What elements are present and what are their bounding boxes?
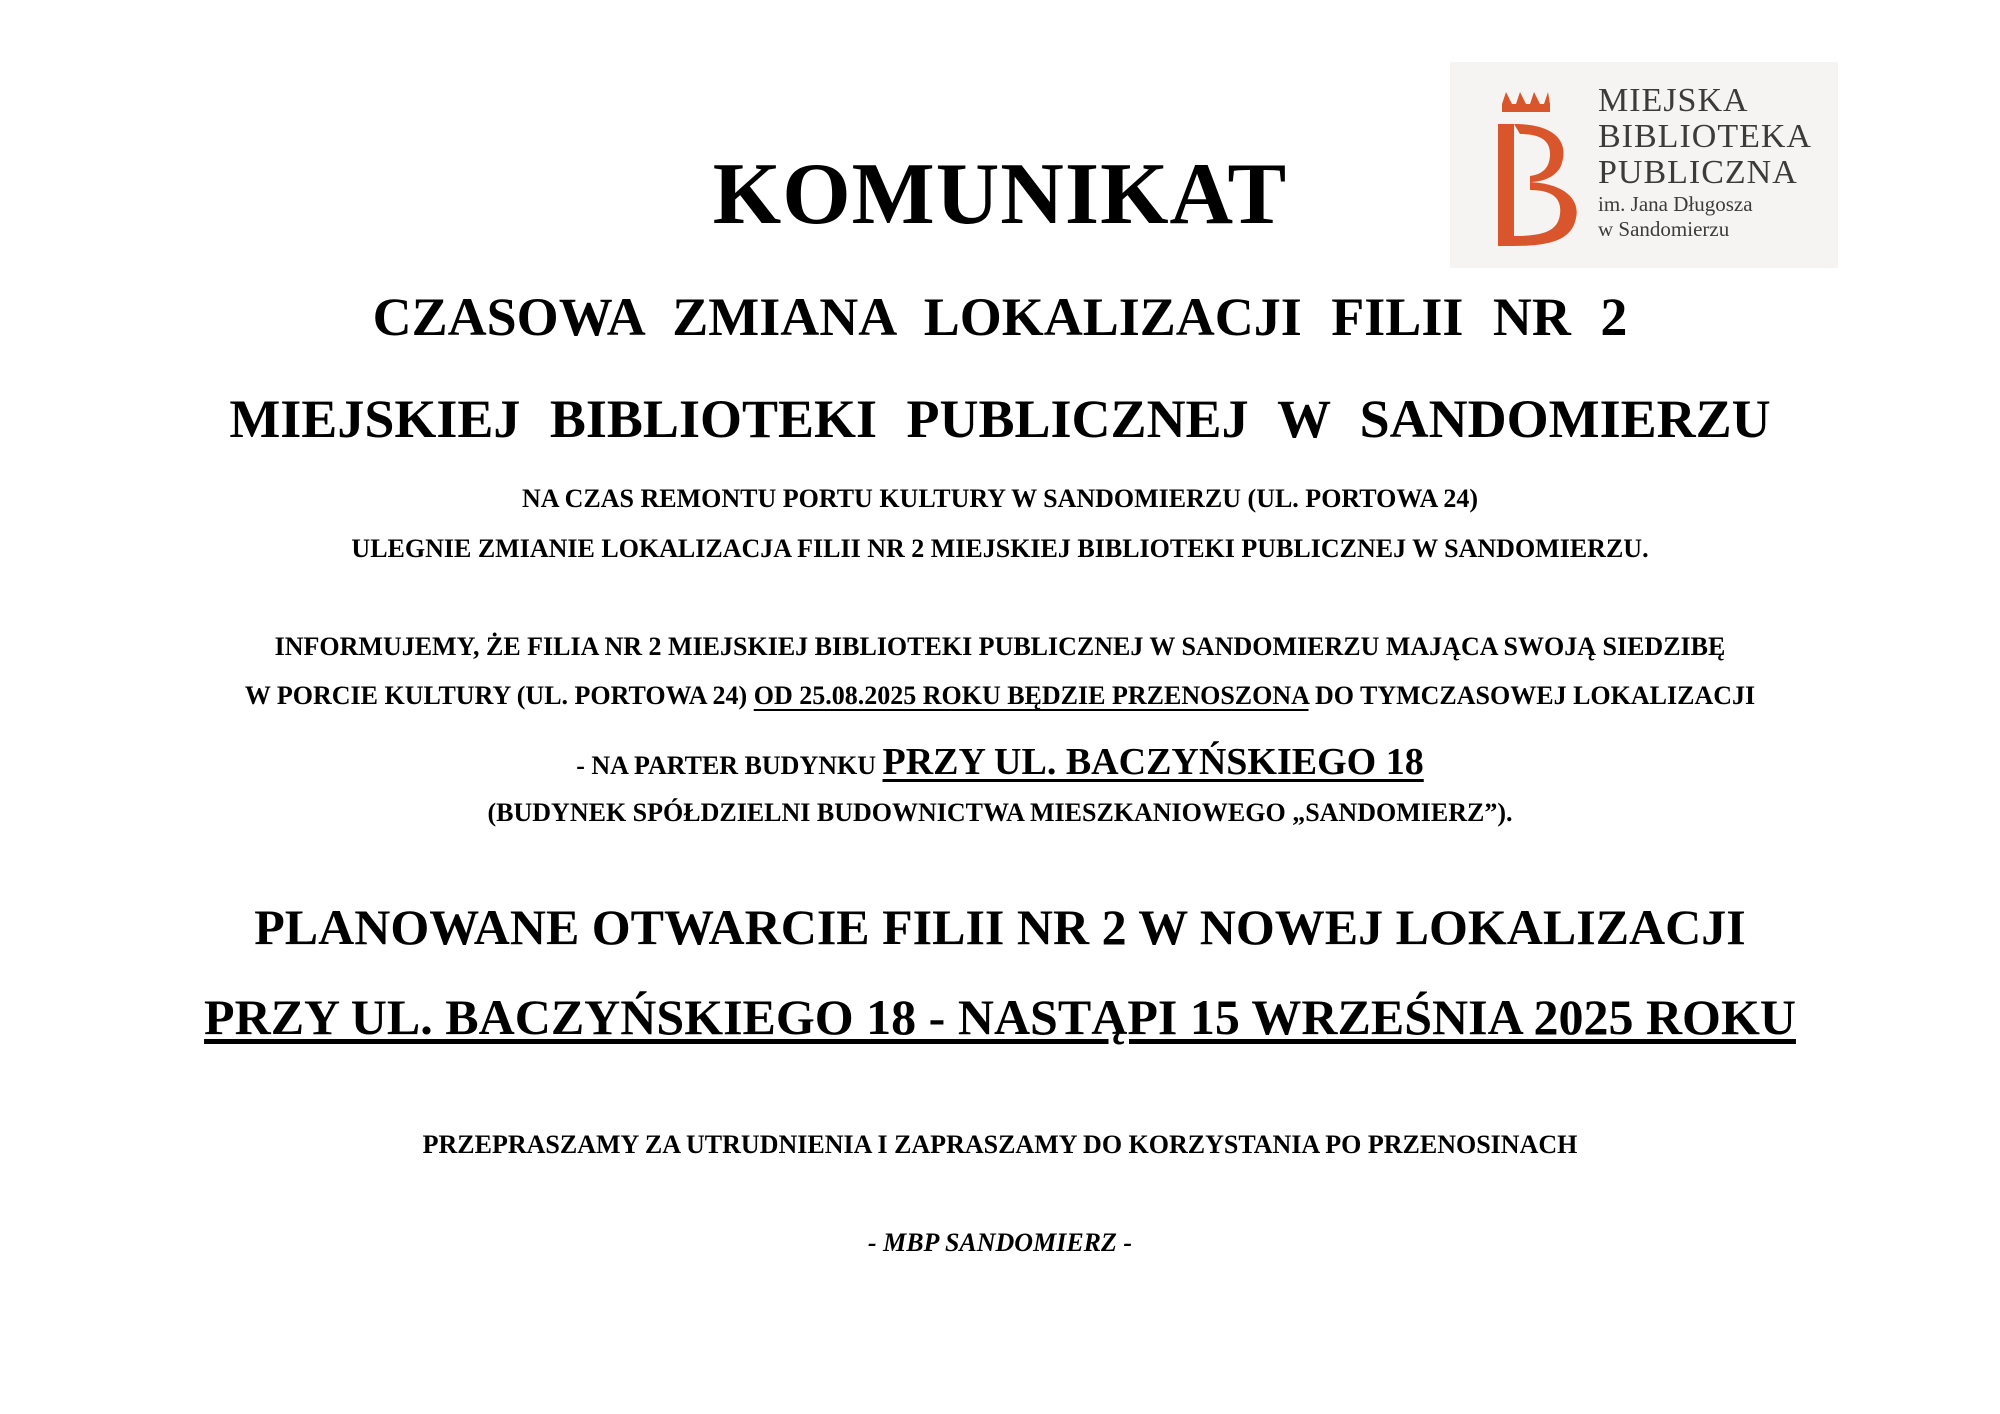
logo-text-line1: MIEJSKA	[1598, 82, 1749, 119]
opening-headline-line1: PLANOWANE OTWARCIE FILII NR 2 W NOWEJ LOKALIZACJI	[254, 899, 1746, 955]
body-line6: (BUDYNEK SPÓŁDZIELNI BUDOWNICTWA MIESZKANIOWEGO „SANDOMIERZ”).	[487, 798, 1513, 827]
logo-text-line2: BIBLIOTEKA	[1598, 118, 1812, 155]
page-title: KOMUNIKAT	[712, 146, 1288, 243]
body-line3: INFORMUJEMY, ŻE FILIA NR 2 MIEJSKIEJ BIBLIOTEKI PUBLICZNEJ W SANDOMIERZU MAJĄCA SWOJĄ SIEDZIBĘ	[274, 632, 1726, 661]
logo-text-line5: w Sandomierzu	[1598, 217, 1730, 241]
body-line2: ULEGNIE ZMIANIE LOKALIZACJA FILII NR 2 MIEJSKIEJ BIBLIOTEKI PUBLICZNEJ W SANDOMIERZU.	[351, 534, 1649, 563]
logo-text-line4: im. Jana Długosza	[1598, 192, 1753, 216]
relocation-date-text: OD 25.08.2025 ROKU BĘDZIE PRZENOSZONA	[753, 681, 1309, 710]
closing-text: PRZEPRASZAMY ZA UTRUDNIENIA I ZAPRASZAMY DO KORZYSTANIA PO PRZENOSINACH	[422, 1130, 1578, 1159]
opening-headline-line2: PRZY UL. BACZYŃSKIEGO 18 - NASTĄPI 15 WRZEŚNIA 2025 ROKU	[204, 989, 1796, 1045]
body-line4-start: W PORCIE KULTURY (UL. PORTOWA 24)	[244, 681, 754, 710]
new-address-text: PRZY UL. BACZYŃSKIEGO 18	[882, 741, 1424, 783]
body-line4-end: DO TYMCZASOWEJ LOKALIZACJI	[1308, 681, 1756, 710]
body-line5	[0, 740, 2000, 784]
subtitle-line1: CZASOWA ZMIANA LOKALIZACJI FILII NR 2	[372, 287, 1628, 347]
body-line5-start: - NA PARTER BUDYNKU	[576, 751, 883, 780]
signature: - MBP SANDOMIERZ -	[867, 1228, 1133, 1257]
body-line1: NA CZAS REMONTU PORTU KULTURY W SANDOMIERZU (UL. PORTOWA 24)	[521, 484, 1478, 513]
subtitle-line2: MIEJSKIEJ BIBLIOTEKI PUBLICZNEJ W SANDOMIERZU	[229, 389, 1771, 449]
logo-text-line3: PUBLICZNA	[1598, 154, 1798, 191]
body-line4	[0, 681, 2000, 711]
